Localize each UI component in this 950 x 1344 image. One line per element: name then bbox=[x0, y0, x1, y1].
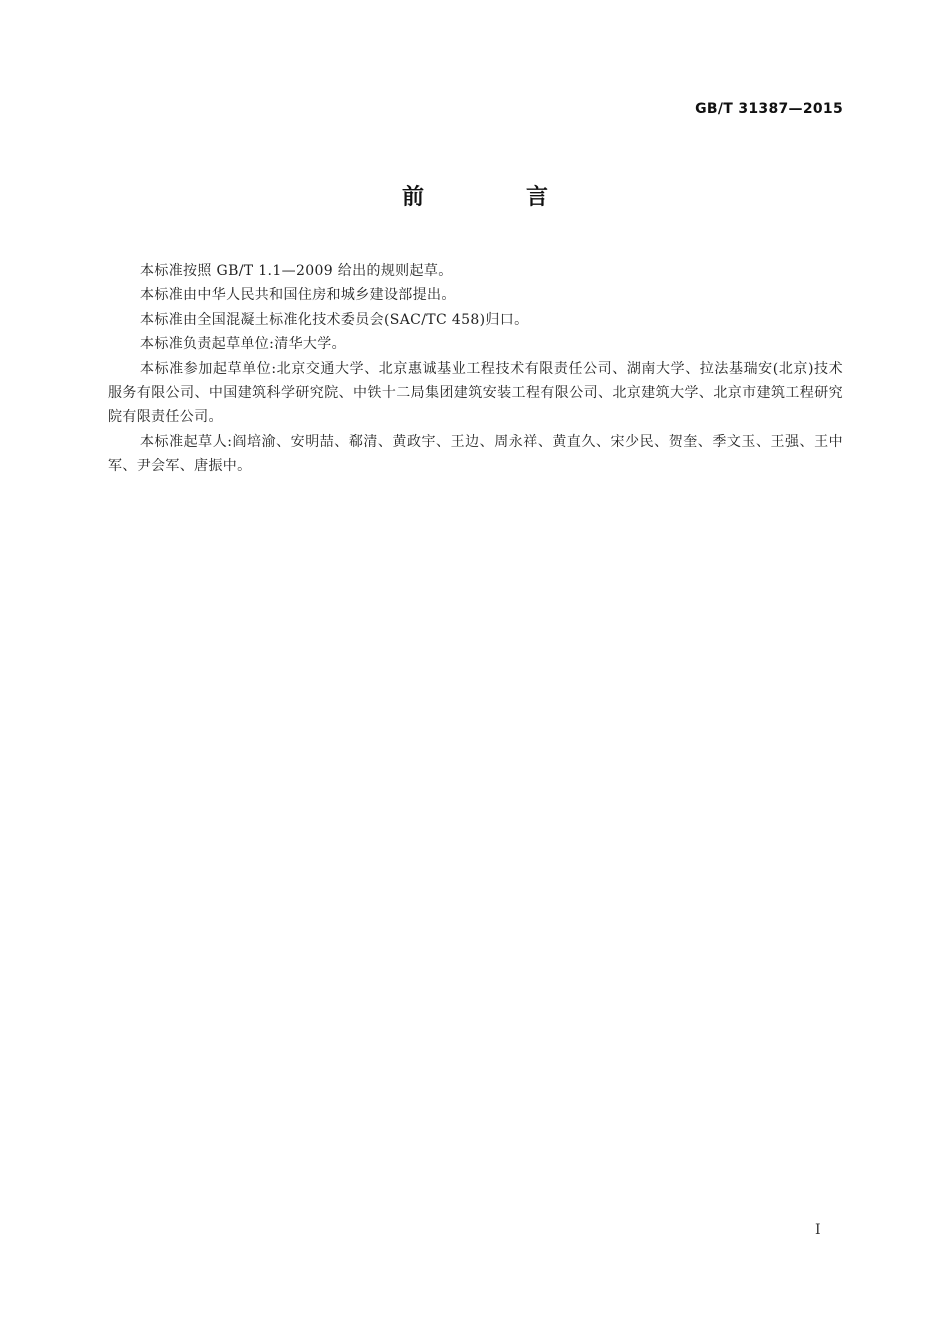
paragraph-participating-units: 本标准参加起草单位:北京交通大学、北京惠诚基业工程技术有限责任公司、湖南大学、拉法基瑞安(北京)技术服务有限公司、中国建筑科学研究院、中铁十二局集团建筑安装工程有限公司、北京建筑大学、北京市建筑工程研究院有限责任公司。 bbox=[108, 360, 843, 426]
page-title: 前 言 bbox=[401, 185, 588, 210]
paragraph-under-jurisdiction: 本标准由全国混凝土标准化技术委员会(SAC/TC 458)归口。 bbox=[140, 311, 529, 328]
paragraph-proposed-by: 本标准由中华人民共和国住房和城乡建设部提出。 bbox=[140, 287, 456, 304]
paragraph-lead-drafting-unit: 本标准负责起草单位:清华大学。 bbox=[140, 336, 346, 353]
page-number: I bbox=[815, 1222, 821, 1238]
foreword-body bbox=[108, 259, 843, 479]
standard-number: GB/T 31387—2015 bbox=[695, 101, 843, 117]
paragraph-drafters: 本标准起草人:阎培渝、安明喆、郗清、黄政宇、王边、周永祥、黄直久、宋少民、贺奎、季文玉、王强、王中军、尹会军、唐振中。 bbox=[108, 433, 843, 475]
paragraph-drafting-rules: 本标准按照 GB/T 1.1—2009 给出的规则起草。 bbox=[140, 263, 453, 279]
